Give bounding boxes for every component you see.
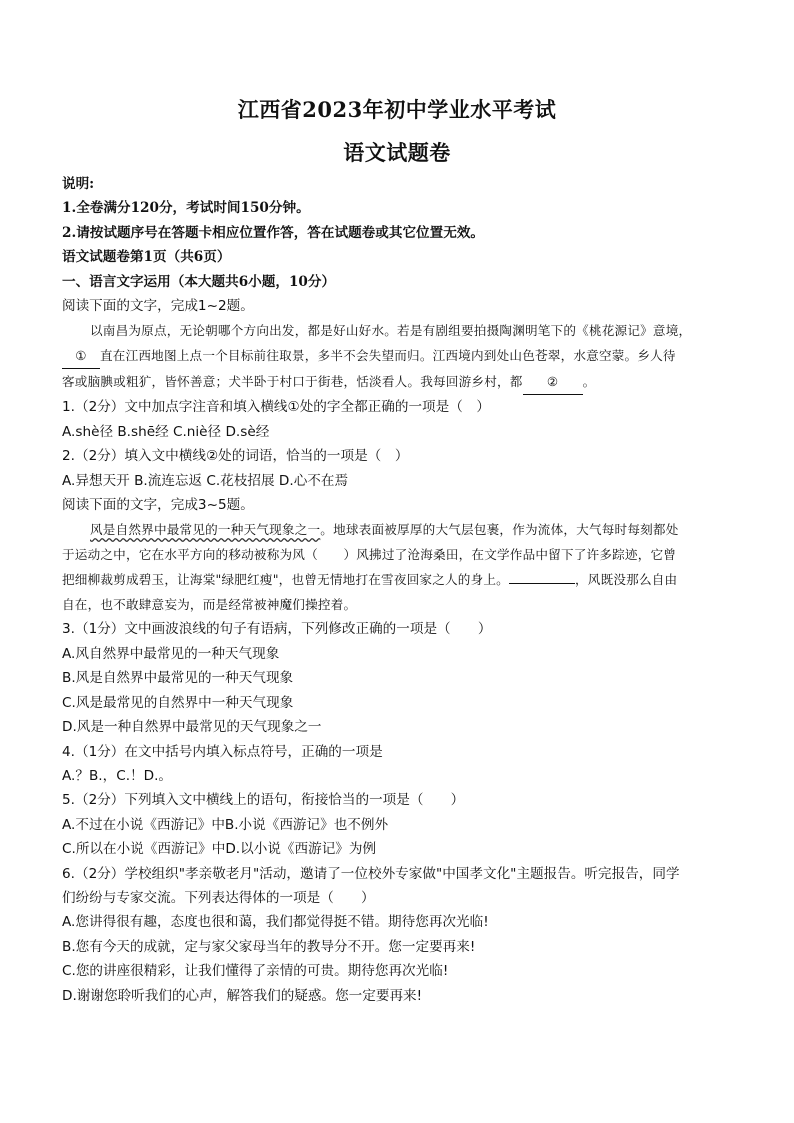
- passage1-line2-text: 直在江西地图上点一个目标前往取景，多半不会失望而归。江西境内到处山色苍翠，水意空蒙。乡人待: [100, 348, 676, 364]
- q4-stem: 4.（1分）在文中括号内填入标点符号，正确的一项是: [62, 743, 383, 760]
- q6-stem-line1: 6.（2分）学校组织"孝亲敬老月"活动，邀请了一位校外专家做"中国孝文化"主题报告。听完报告，同学: [62, 865, 680, 882]
- page-info: 语文试题卷第1页（共6页）: [62, 249, 231, 266]
- passage2-line1: [62, 517, 732, 542]
- q1-stem: 1.（2分）文中加点字注音和填入横线①处的字全都正确的一项是（ ）: [62, 399, 491, 416]
- q3-option-a: A.风自然界中最常见的一种天气现象: [62, 645, 280, 662]
- blank-3: [509, 583, 575, 584]
- passage1-line3-text: 客或脑腆或粗犷，皆怀善意；犬半卧于村口于街巷，恬淡看人。我每回游乡村，都: [62, 374, 523, 390]
- exam-title: 江西省2023年初中学业水平考试: [237, 97, 557, 122]
- reading-intro-1: 阅读下面的文字，完成1~2题。: [62, 298, 254, 315]
- passage2-line3-text: 把细柳裁剪成碧玉，让海棠"绿肥红瘦"，也曾无情地打在雪夜回家之人的身上。: [62, 572, 509, 588]
- q6-option-d: D.谢谢您聆听我们的心声，解答我们的疑惑。您一定要再来!: [62, 987, 423, 1004]
- q3-option-c: C.风是最常见的自然界中一种天气现象: [62, 694, 294, 711]
- passage2-line4: 自在，也不敢肆意妄为，而是经常被神魔们操控着。: [62, 597, 357, 613]
- q3-option-b: B.风是自然界中最常见的一种天气现象: [62, 670, 294, 687]
- q6-option-c: C.您的讲座很精彩，让我们懂得了亲情的可贵。期待您再次光临!: [62, 963, 449, 980]
- q4-options: A.？B.，C.！D.。: [62, 767, 173, 784]
- exam-content: [62, 172, 732, 1008]
- passage2-line3-end: ，风既没那么自由: [574, 572, 678, 588]
- passage1-line1: 以南昌为原点，无论朝哪个方向出发，都是好山好水。若是有剧组要拍摄陶渊明笔下的《桃花源记》意境，: [90, 323, 692, 339]
- passage2-line3: [62, 567, 732, 592]
- exam-subtitle: 语文试题卷: [343, 140, 451, 165]
- passage1-line3-end: 。: [582, 374, 596, 390]
- q3-option-d: D.风是一种自然界中最常见的天气现象之一: [62, 719, 322, 736]
- q6-option-a: A.您讲得很有趣，态度也很和蔼，我们都觉得挺不错。期待您再次光临!: [62, 914, 489, 931]
- q6-stem-line2: 们纷纷与专家交流。下列表达得体的一项是（ ）: [62, 889, 375, 906]
- section-heading: 一、语言文字运用（本大题共6小题，10分）: [62, 273, 336, 290]
- q2-stem: 2.（2分）填入文中横线②处的词语，恰当的一项是（ ）: [62, 448, 409, 465]
- wavy-sentence: 风是自然界中最常见的一种天气现象之一: [90, 522, 321, 538]
- instruction-item-1: 1.全卷满分120分，考试时间150分钟。: [62, 200, 310, 217]
- passage1-line3: [62, 369, 732, 395]
- q1-options: A.shè径 B.shē经 C.niè径 D.sè经: [62, 423, 270, 440]
- blank-1: ①: [62, 343, 100, 369]
- reading-intro-2: 阅读下面的文字，完成3~5题。: [62, 497, 254, 514]
- q6-option-b: B.您有今天的成就，定与家父家母当年的教导分不开。您一定要再来!: [62, 938, 476, 955]
- passage1-line2: [62, 343, 732, 369]
- passage2-line1-text: 。地球表面被厚厚的大气层包裹，作为流体，大气每时每刻都处: [320, 522, 679, 538]
- blank-2: ②: [523, 369, 583, 395]
- q5-stem: 5.（2分）下列填入文中横线上的语句，衔接恰当的一项是（ ）: [62, 792, 465, 809]
- q5-options-cd: C.所以在小说《西游记》中D.以小说《西游记》为例: [62, 841, 377, 858]
- q5-options-ab: A.不过在小说《西游记》中B.小说《西游记》也不例外: [62, 816, 389, 833]
- instruction-item-2: 2.请按试题序号在答题卡相应位置作答，答在试题卷或其它位置无效。: [62, 224, 485, 241]
- instructions-label: 说明:: [62, 176, 95, 192]
- passage2-line2: 于运动之中，它在水平方向的移动被称为风（ ）风拂过了沧海桑田，在文学作品中留下了许多踪迹，它曾: [62, 547, 677, 563]
- q3-stem: 3.（1分）文中画波浪线的句子有语病，下列修改正确的一项是（ ）: [62, 621, 492, 638]
- q2-options: A.异想天开 B.流连忘返 C.花枝招展 D.心不在焉: [62, 472, 349, 489]
